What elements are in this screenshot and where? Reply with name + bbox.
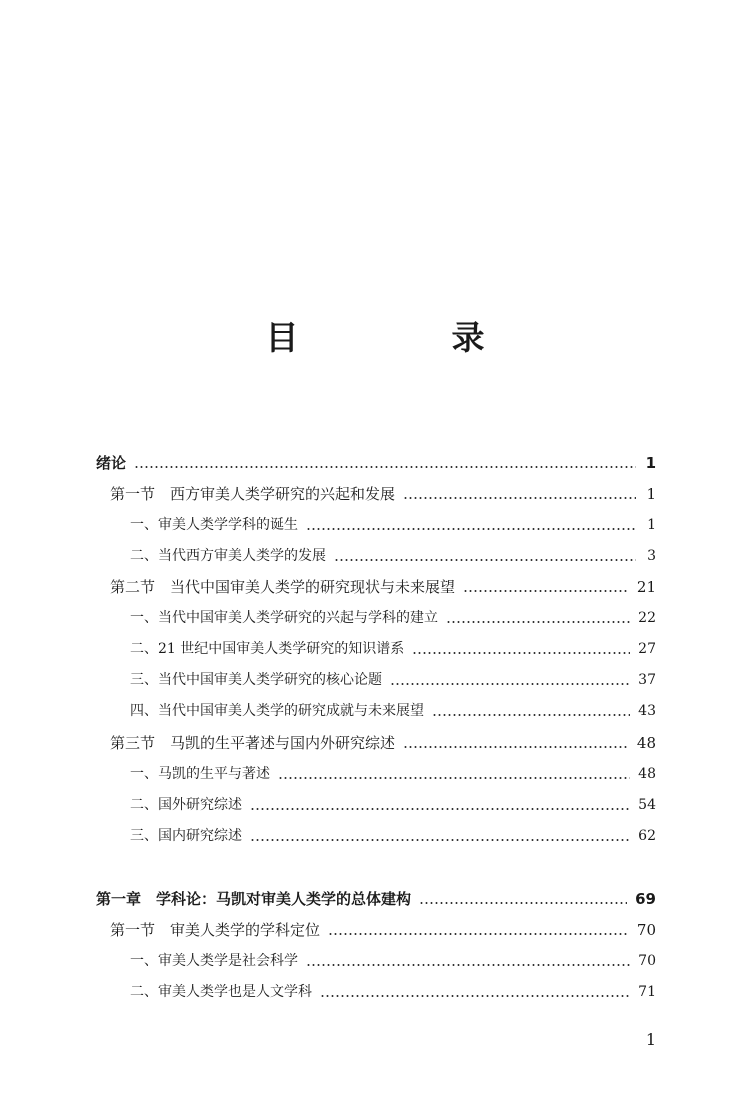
- dot-leader: [278, 777, 630, 779]
- dot-leader: [320, 995, 630, 997]
- toc-entry-page-number: 62: [638, 828, 656, 844]
- toc-entry[interactable]: [130, 790, 656, 820]
- toc-entry[interactable]: [110, 572, 656, 602]
- toc-entry-label: 一、马凯的生平与著述: [130, 766, 270, 782]
- dot-leader: [250, 839, 630, 841]
- toc-entry-page-number: 1: [646, 485, 656, 503]
- toc-entry-page-number: 21: [636, 578, 656, 596]
- toc-entry-label: 二、当代西方审美人类学的发展: [130, 548, 326, 564]
- dot-leader: [432, 714, 630, 716]
- toc-entry-label: 第一节 西方审美人类学研究的兴起和发展: [110, 485, 396, 503]
- dot-leader: [419, 902, 627, 904]
- page-number: 1: [645, 1030, 656, 1049]
- toc-entry-page-number: 48: [638, 766, 656, 782]
- toc-entry-label: 三、国内研究综述: [130, 828, 242, 844]
- toc-entry-label: 第一章 学科论：马凯对审美人类学的总体建构: [96, 890, 412, 908]
- toc-entry-label: 一、审美人类学是社会科学: [130, 953, 298, 969]
- toc-entry-page-number: 43: [638, 703, 656, 719]
- toc-entry-page-number: 54: [638, 797, 656, 813]
- dot-leader: [403, 497, 636, 499]
- dot-leader: [328, 933, 629, 935]
- toc-entry[interactable]: [110, 728, 656, 758]
- toc-entry-label: 三、当代中国审美人类学研究的核心论题: [130, 672, 382, 688]
- toc-entry[interactable]: [96, 448, 656, 478]
- toc-entry-label: 第三节 马凯的生平著述与国内外研究综述: [110, 734, 396, 752]
- page-title: 目 录: [265, 318, 545, 357]
- toc-entry-page-number: 22: [638, 610, 656, 626]
- toc-entry[interactable]: [130, 603, 656, 633]
- dot-leader: [446, 621, 630, 623]
- toc-entry[interactable]: [130, 759, 656, 789]
- toc-entry-page-number: 37: [638, 672, 656, 688]
- toc-entry-label: 一、当代中国审美人类学研究的兴起与学科的建立: [130, 610, 438, 626]
- dot-leader: [334, 559, 636, 561]
- toc-entry[interactable]: [130, 821, 656, 851]
- toc-entry-label: 二、国外研究综述: [130, 797, 242, 813]
- dot-leader: [134, 466, 636, 468]
- toc-entry-page-number: 70: [636, 921, 656, 939]
- toc-entry-page-number: 69: [635, 890, 656, 908]
- toc-entry-page-number: 3: [647, 548, 656, 564]
- toc-entry[interactable]: [130, 946, 656, 976]
- toc-entry[interactable]: [130, 510, 656, 540]
- dot-leader: [403, 746, 629, 748]
- toc-entry[interactable]: [130, 634, 656, 664]
- toc-entry-label: 四、当代中国审美人类学的研究成就与未来展望: [130, 703, 424, 719]
- toc-entry-page-number: 70: [638, 953, 656, 969]
- toc-entry[interactable]: [96, 884, 656, 914]
- toc-entry[interactable]: [130, 696, 656, 726]
- toc-entry[interactable]: [130, 665, 656, 695]
- toc-entry-label: 二、21 世纪中国审美人类学研究的知识谱系: [130, 641, 405, 657]
- toc-entry-page-number: 1: [647, 517, 656, 533]
- toc-entry[interactable]: [130, 977, 656, 1007]
- toc-entry-label: 二、审美人类学也是人文学科: [130, 984, 312, 1000]
- toc-entry-label: 第二节 当代中国审美人类学的研究现状与未来展望: [110, 578, 456, 596]
- toc-entry-page-number: 71: [638, 984, 656, 1000]
- dot-leader: [306, 528, 636, 530]
- dot-leader: [390, 683, 630, 685]
- dot-leader: [250, 808, 630, 810]
- toc-entry-label: 一、审美人类学学科的诞生: [130, 517, 298, 533]
- toc-entry[interactable]: [110, 479, 656, 509]
- toc-entry[interactable]: [110, 915, 656, 945]
- dot-leader: [412, 652, 630, 654]
- dot-leader: [463, 590, 629, 592]
- toc-entry-page-number: 1: [645, 454, 656, 472]
- toc-entry-page-number: 48: [636, 734, 656, 752]
- toc-entry[interactable]: [130, 541, 656, 571]
- dot-leader: [306, 964, 630, 966]
- toc-entry-label: 第一节 审美人类学的学科定位: [110, 921, 321, 939]
- toc-entry-label: 绪论: [96, 454, 127, 472]
- toc-entry-page-number: 27: [638, 641, 656, 657]
